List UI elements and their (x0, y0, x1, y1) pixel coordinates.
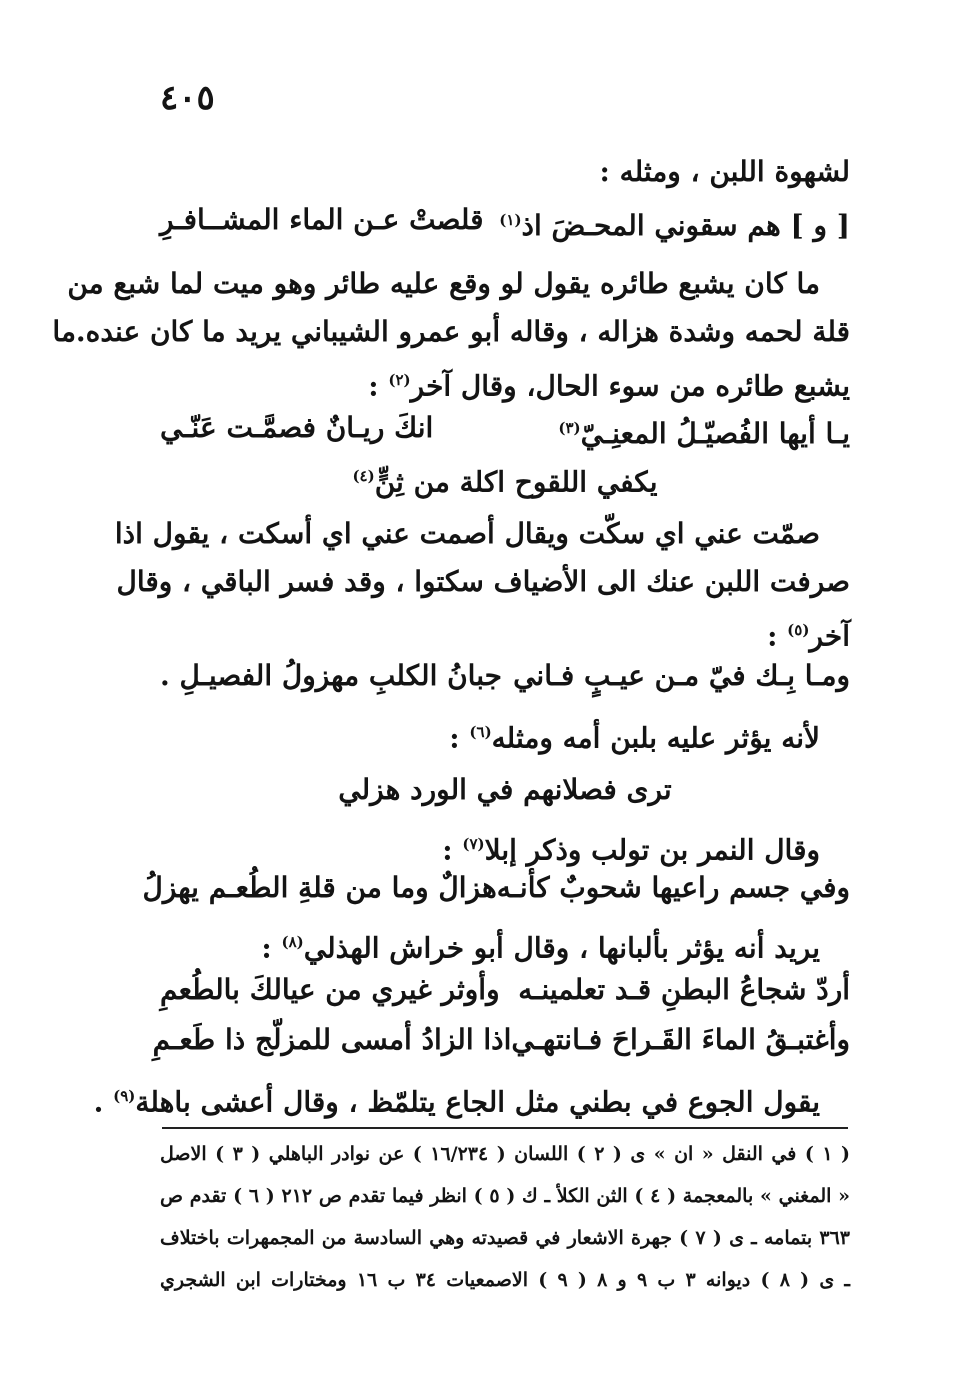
text-line: وقال النمر بن تولب وذكر إبلا$^{(٧)}$ : (442, 833, 820, 867)
hemistich-right: يـا أيها الفُصيّـلُ المعنِـيّ$^{(٣)}$ (558, 417, 850, 451)
footnote-marker: (١) (499, 211, 522, 229)
text-line: صرفت اللبن عنك الى الأضياف سكتوا ، وقد فسر الباقي ، وقال (116, 565, 850, 598)
page-number: ٤٠٥ (160, 78, 215, 118)
text-line: آخر$^{(٥)}$ : (767, 619, 850, 653)
verse-line (152, 1016, 850, 1064)
footnote-marker: (٤) (352, 467, 375, 485)
text-line: قلة لحمه وشدة هزاله ، وقاله أبو عمرو الشيباني يريد ما كان عنده.ما (52, 315, 850, 348)
footnote-marker: (٣) (558, 419, 581, 437)
hemistich-left: وأوثر غيري من عيالكَ بالطُعمِ (160, 973, 500, 1006)
verse-line (160, 966, 850, 1014)
text-line: يشبع طائره من سوء الحال، وقال آخر$^{(٢)}$ : (368, 369, 850, 403)
text-line: لأنه يؤثر عليه بلبن أمه ومثله$^{(٦)}$ : (449, 721, 820, 755)
verse-line (160, 404, 850, 452)
text-line: ترى فصلانهم في الورد هزلي (338, 773, 672, 806)
text-line: ما كان يشبع طائره يقول لو وقع عليه طائر وهو ميت لما شبع من (67, 267, 820, 300)
footnote-marker: (٧) (462, 835, 485, 853)
footnote-line: « المغني » بالمعجمة ( ٤ ) الثن الكلأ ـ ك ( ٥ ) انظر فيما تقدم ص ٢١٢ ( ٦ ) تقدم ص (160, 1185, 851, 1207)
verse-line (160, 196, 850, 244)
hemistich-right: [ و ] هم سقوني المحـضَ اذ$^{(١)}$ (499, 209, 850, 243)
hemistich-right: ومـا بِـك فيّ مـن عيـبٍ فـاني (513, 659, 850, 692)
footnote-marker: (٢) (388, 371, 411, 389)
hemistich-left: هزالٌ وما من قلةِ الطُعـم يهزلُ (142, 871, 497, 904)
footnote-marker: (٦) (469, 723, 492, 741)
text-line: يريد أنه يؤثر بألبانها ، وقال أبو خراش الهذلي$^{(٨)}$ : (261, 931, 820, 965)
hemistich-right: أردّ شجاعُ البطنِ قـد تعلمينـه (518, 973, 850, 1006)
footnote-line: ـ ى ( ٨ ) ديوانه ٣ ب ٩ و ٨ ( ٩ ) الاصمعيات ٣٤ ب ١٦ ومختارات ابن الشجري (160, 1269, 850, 1291)
footnote-marker: (٩) (113, 1087, 136, 1105)
text-line: لشهوة اللبن ، ومثله : (599, 155, 850, 188)
verse-line (142, 864, 850, 912)
text-line: صمّت عني اي سكّت ويقال أصمت عني اي أسكت ، يقول اذا (114, 517, 820, 550)
footnote-marker: (٨) (281, 933, 304, 951)
footnote-line: ( ١ ) في النقل « ان » ى ( ٢ ) اللسان ( ١٦/٢٣٤ ) عن نوادر الباهلي ( ٣ ) الاصل (160, 1143, 851, 1165)
text-line: يقول الجوع في بطني مثل الجاع يتلمّظ ، وقال أعشى باهلة$^{(٩)}$ . (93, 1085, 820, 1119)
hemistich-right: وفي جسم راعيها شحوبٌ كأنـه (496, 871, 850, 904)
hemistich-left: قلصتْ عـن الماء المشــافـرِ (160, 203, 484, 236)
footnote-line: ٣٦٣ بتمامه ـ ى ( ٧ ) جهرة الاشعار في قصيدته وهي السادسة من المجمهرات باختلاف (160, 1227, 850, 1249)
hemistich-right: وأغتبـقُ الماءَ القَـراحَ فـانتهـي (511, 1023, 850, 1056)
footnote-rule (162, 1127, 848, 1129)
verse-line (160, 652, 850, 700)
footnote-marker: (٥) (787, 621, 810, 639)
hemistich-left: اذا الزادُ أمسى للمزلّج ذا طَعـمِ (152, 1023, 512, 1056)
text-line: يكفي اللقوح اكلة من ثِنٍّ$^{(٤)}$ (352, 465, 658, 499)
hemistich-left: انكَ ريـانٌ فصمَّـت عَنّـي (160, 411, 434, 444)
hemistich-left: جبانُ الكلبِ مهزولُ الفصيـلِ . (160, 659, 502, 692)
